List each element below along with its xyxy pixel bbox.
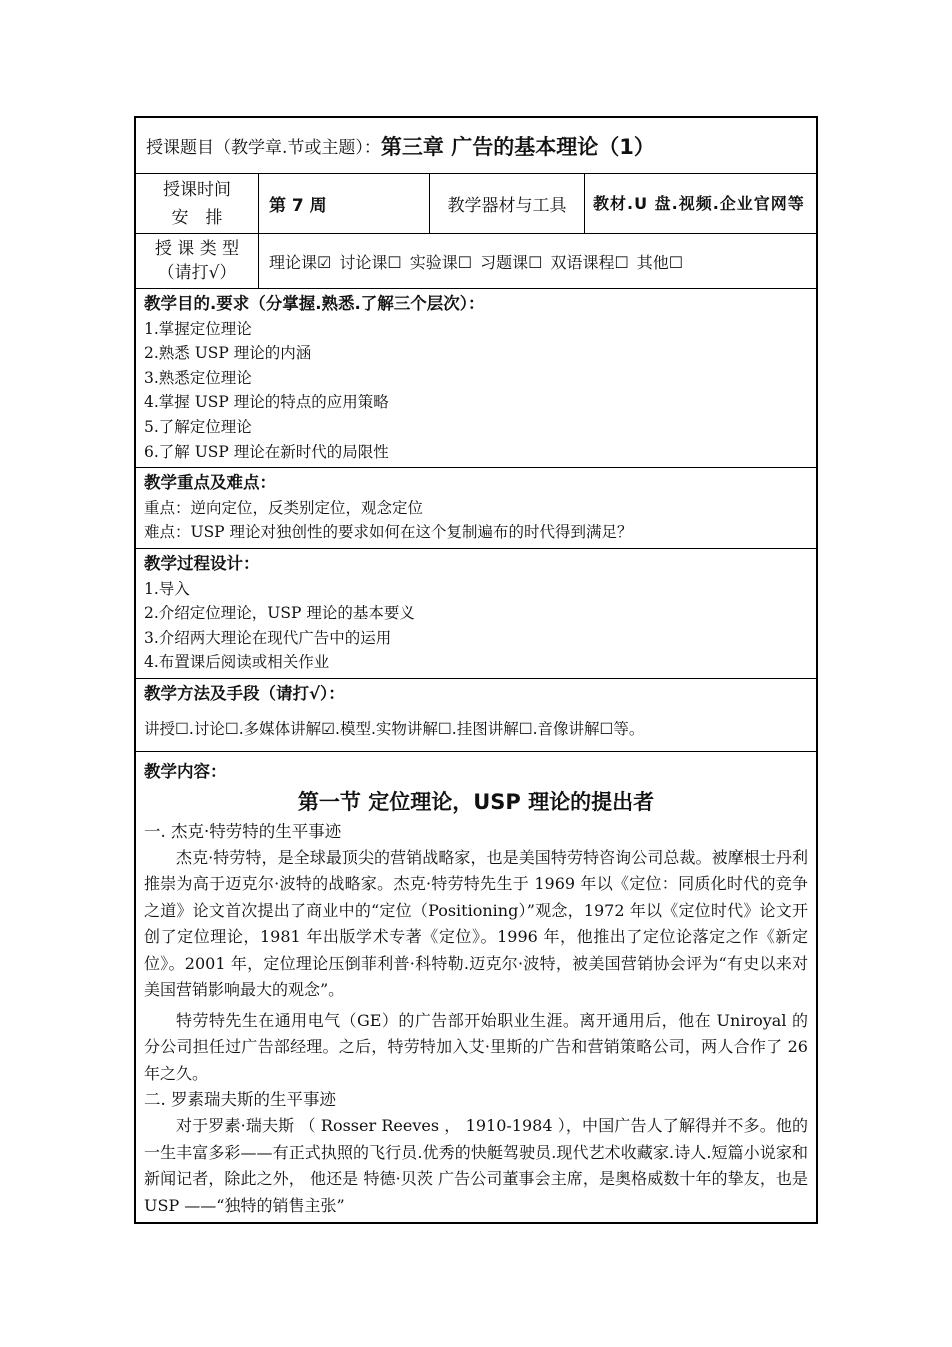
section-title: 第一节 定位理论，USP 理论的提出者 [297, 789, 655, 814]
objective-item: 1.掌握定位理论 [144, 319, 252, 338]
process-item: 2.介绍定位理论，USP 理论的基本要义 [144, 604, 415, 623]
key-points-heading: 教学重点及难点： [144, 473, 276, 493]
type-option-discussion[interactable]: 讨论课☐ [339, 252, 402, 272]
lesson-plan-table [134, 116, 818, 1224]
objectives-section [136, 289, 816, 468]
type-option-theory[interactable]: 理论课☑ [269, 252, 332, 272]
subsection-heading: 二. 罗素瑞夫斯的生平事迹 [144, 1090, 336, 1110]
paragraph: 杰克·特劳特，是全球最顶尖的营销战略家，也是美国特劳特咨询公司总裁。被摩根士丹利推崇为高于迈克尔·波特的战略家。杰克·特劳特先生于 1969 年以《定位：同质化时代的竞争之道》论文首次提出了商业中的“定位（Positioning）”观念，1972 年以《定位时代》论文开创了定位理论，1981 年出版学术专著《定位》。1996 年，他推出了定位论落定之作《新定位》。2001 年，定位理论压倒菲利普·科特勒.迈克尔·波特，被美国营销协会评为“有史以来对美国营销影响最大的观念”。 [144, 847, 808, 1000]
lesson-type-row [136, 234, 816, 289]
difficulty-item: 难点：USP 理论对独创性的要求如何在这个复制遍布的时代得到满足？ [144, 523, 633, 542]
lesson-type-label-cell [136, 234, 259, 288]
lesson-title-row [136, 118, 816, 174]
lesson-type-label-line2: （请打√） [157, 263, 237, 283]
type-option-bilingual[interactable]: 双语课程☐ [550, 252, 629, 272]
key-points-section [136, 468, 816, 549]
objective-item: 6.了解 USP 理论在新时代的局限性 [144, 442, 389, 461]
time-label-line2: 安 排 [171, 207, 223, 228]
process-item: 1.导入 [144, 579, 190, 598]
paragraph: 对于罗素·瑞夫斯 （ Rosser Reeves ， 1910-1984 ），中国广告人了解得并不多。他的一生丰富多彩——有正式执照的飞行员.优秀的快艇驾驶员.现代艺术收藏家.诗人.短篇小说家和新闻记者，除此之外， 他还是 特德·贝茨 广告公司董事会主席，是奥格威数十年的挚友，也是 USP ——“独特的销售主张” [144, 1116, 808, 1215]
process-heading: 教学过程设计： [144, 553, 260, 573]
lesson-title-label: 授课题目（教学章.节或主题）： [146, 138, 381, 158]
key-point-item: 重点：逆向定位，反类别定位，观念定位 [144, 498, 424, 517]
lesson-type-options [259, 234, 691, 288]
week-value: 第 7 周 [259, 174, 430, 233]
lesson-title-value: 第三章 广告的基本理论（1） [380, 134, 655, 159]
schedule-row [136, 174, 816, 234]
time-label-cell [136, 174, 259, 233]
objective-item: 3.熟悉定位理论 [144, 368, 252, 387]
type-option-exercise[interactable]: 习题课☐ [480, 252, 543, 272]
paragraph: 特劳特先生在通用电气（GE）的广告部开始职业生涯。离开通用后，他在 Uniroyal 的分公司担任过广告部经理。之后，特劳特加入艾·里斯的广告和营销策略公司，两人合作了 26 年之久。 [144, 1010, 808, 1083]
process-item: 3.介绍两大理论在现代广告中的运用 [144, 628, 392, 647]
time-label-line1: 授课时间 [163, 179, 231, 200]
objective-item: 2.熟悉 USP 理论的内涵 [144, 344, 312, 363]
process-section [136, 549, 816, 679]
content-heading: 教学内容： [144, 762, 227, 782]
methods-heading: 教学方法及手段（请打√）： [144, 683, 345, 703]
type-option-lab[interactable]: 实验课☐ [409, 252, 473, 272]
process-item: 4.布置课后阅读或相关作业 [144, 653, 330, 672]
objective-item: 5.了解定位理论 [144, 417, 252, 436]
lesson-type-label-line1: 授 课 类 型 [154, 239, 240, 259]
objective-item: 4.掌握 USP 理论的特点的应用策略 [144, 393, 389, 412]
type-option-other[interactable]: 其他☐ [636, 252, 684, 272]
tools-label: 教学器材与工具 [430, 174, 585, 233]
objectives-heading: 教学目的.要求（分掌握.熟悉.了解三个层次）： [144, 294, 485, 313]
subsection-heading: 一. 杰克·特劳特的生平事迹 [144, 821, 342, 841]
methods-options: 讲授☐.讨论☐.多媒体讲解☑.模型.实物讲解☐.挂图讲解☐.音像讲解☐等。 [144, 719, 645, 738]
content-section [136, 752, 816, 1222]
methods-section [136, 679, 816, 752]
tools-value: 教材.U 盘.视频.企业官网等 [593, 193, 805, 213]
